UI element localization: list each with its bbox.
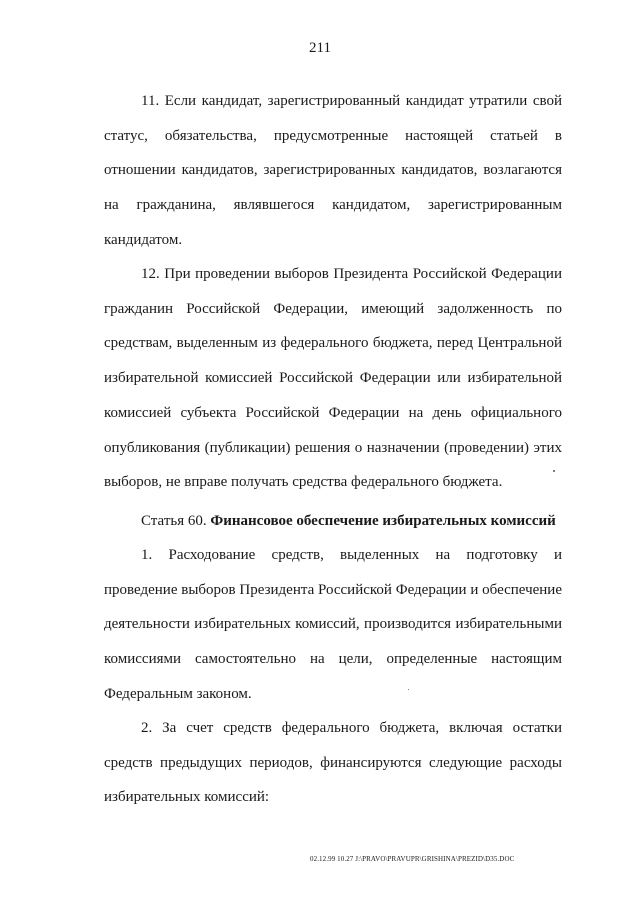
article-title: Финансовое обеспечение избирательных комиссий [210, 513, 556, 529]
footer-file-path: 02.12.99 10.27 J:\PRAVO\PRAVUPR\GRISHINA\PREZID\D35.DOC [310, 855, 515, 863]
scan-speck [553, 470, 555, 472]
article-60-paragraph-2: 2. За счет средств федерального бюджета, включая остатки средств предыдущих периодов, финансируются следующие расходы избирательных комиссий: [104, 720, 562, 806]
paragraph-12: 12. При проведении выборов Президента Российской Федерации гражданин Российской Федерации, имеющий задолженность по средствам, выделенным из федерального бюджета, перед Центральной избирательной комиссией Российской Федерации или избирательной комиссией субъекта Российской Федерации на день официального опубликования (публикации) решения о назначении (проведении) этих выборов, не вправе получать средства федерального бюджета. [104, 266, 562, 491]
page-number: 211 [309, 40, 331, 56]
article-heading [104, 504, 562, 539]
article-number: Статья 60. [141, 513, 211, 529]
scan-speck [408, 689, 409, 690]
paragraph-11: 11. Если кандидат, зарегистрированный кандидат утратили свой статус, обязательства, предусмотренные настоящей статьей в отношении кандидатов, зарегистрированных кандидатов, возлагаются на гражданина, являвшегося кандидатом, зарегистрированным кандидатом. [104, 93, 562, 248]
article-60-paragraph-1: 1. Расходование средств, выделенных на подготовку и проведение выборов Президента Российской Федерации и обеспечение деятельности избирательных комиссий, производится избирательными комиссиями самостоятельно на цели, определенные настоящим Федеральным законом. [104, 547, 562, 702]
